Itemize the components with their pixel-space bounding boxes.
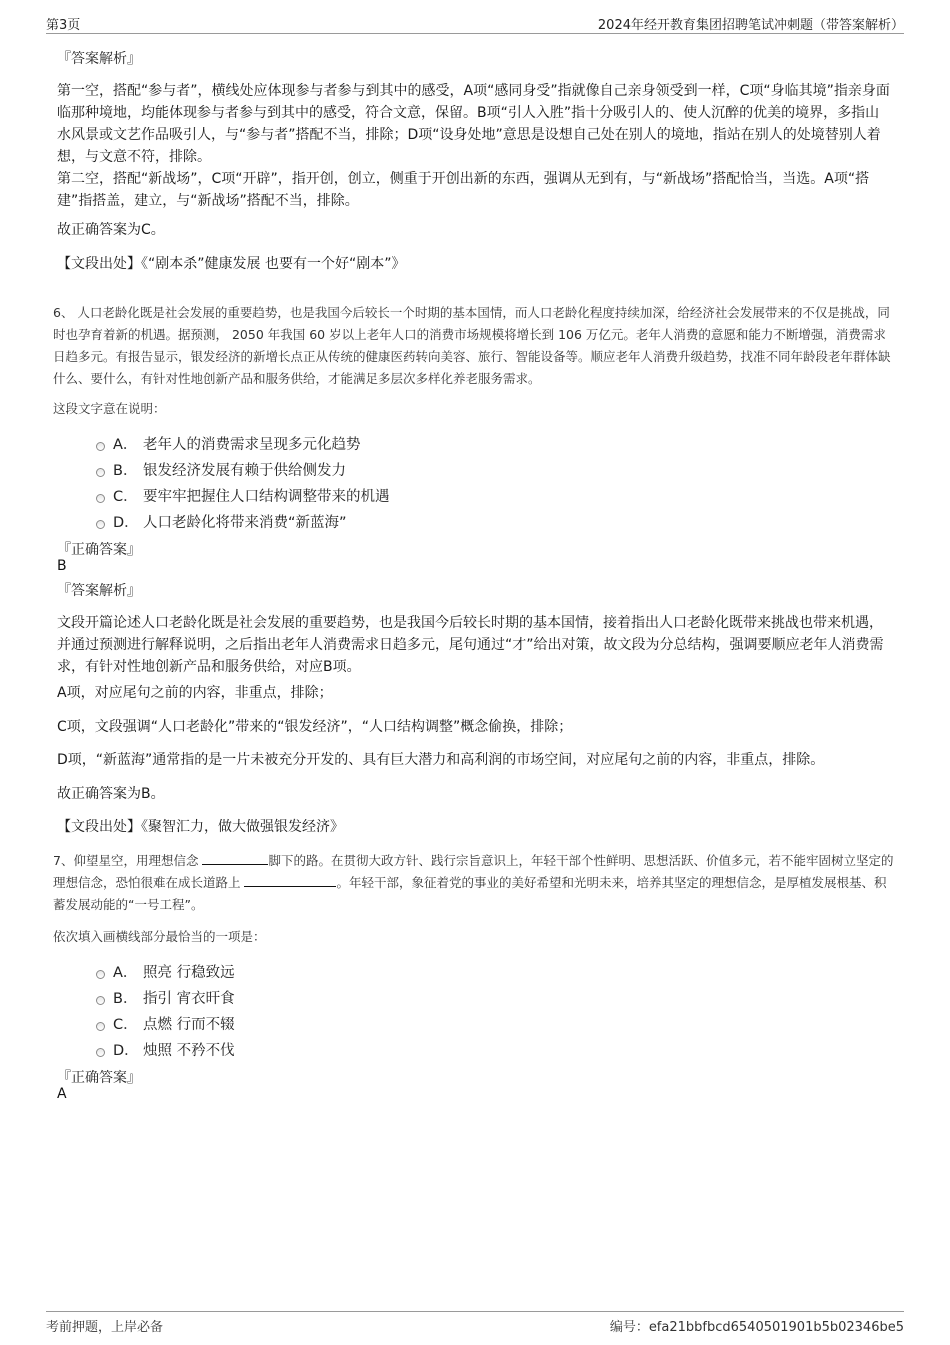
option-a[interactable]: A． 老年人的消费需求呈现多元化趋势 [96,430,390,456]
option-d[interactable]: D． 人口老龄化将带来消费“新蓝海” [96,508,390,534]
radio-icon[interactable] [96,970,105,979]
option-b[interactable]: B． 银发经济发展有赖于供给侧发力 [96,456,390,482]
source-citation: 【文段出处】《聚智汇力，做大做强银发经济》 [57,819,344,835]
correct-answer-value: A [57,1086,67,1102]
radio-icon[interactable] [96,494,105,503]
document-title: 2024年经开教育集团招聘笔试冲刺题（带答案解析） [597,18,904,33]
radio-icon[interactable] [96,1048,105,1057]
question-stem: 7、仰望星空，用理想信念 脚下的路。在贯彻大政方针、践行宗旨意识上，年轻干部个性鲜明、思想活跃、价值多元，若不能牢固树立坚定的理想信念，恐怕很难在成长道路上 。年轻干部，象征着党的事业的美好希望和光明未来，培养其坚定的理想信念，是厚植发展根基、积蓄发展动能的“一号工程”。 [53,853,894,912]
radio-icon[interactable] [96,1022,105,1031]
option-c[interactable]: C． 点燃 行而不辍 [96,1010,235,1036]
conclusion: 故正确答案为C。 [57,222,165,238]
option-c[interactable]: C． 要牢牢把握住人口结构调整带来的机遇 [96,482,390,508]
page-header [46,14,904,34]
question-prompt: 这段文字意在说明： [53,401,166,416]
radio-icon[interactable] [96,996,105,1005]
analysis-label: 『答案解析』 [57,583,141,599]
option-list [96,958,235,1062]
source-citation: 【文段出处】《“剧本杀”健康发展 也要有一个好“剧本”》 [57,256,406,272]
analysis-paragraph: 文段开篇论述人口老龄化既是社会发展的重要趋势，也是我国今后较长时期的基本国情，接着指出人口老龄化既带来挑战也带来机遇，并通过预测进行解释说明，之后指出老年人消费需求日趋多元，尾句通过“才”给出对策，故文段为分总结构，强调要顺应老年人消费需求，有针对性地创新产品和服务供给，对应B项。 [57,615,884,675]
correct-answer-label: 『正确答案』 [57,1070,141,1086]
page-footer [46,1311,904,1335]
footer-slogan: 考前押题，上岸必备 [46,1320,164,1335]
analysis-paragraph: C项，文段强调“人口老龄化”带来的“银发经济”，“人口结构调整”概念偷换，排除； [57,719,573,735]
analysis-paragraph: A项，对应尾句之前的内容，非重点，排除； [57,685,333,701]
analysis-paragraph: D项，“新蓝海”通常指的是一片未被充分开发的、具有巨大潜力和高利润的市场空间，对应尾句之前的内容，非重点，排除。 [57,752,825,768]
option-b[interactable]: B． 指引 宵衣旰食 [96,984,235,1010]
option-a[interactable]: A． 照亮 行稳致远 [96,958,235,984]
radio-icon[interactable] [96,468,105,477]
fill-blank-1 [202,852,268,865]
analysis-paragraph: 第二空，搭配“新战场”，C项“开辟”，指开创，创立，侧重于开创出新的东西，强调从无到有，与“新战场”搭配恰当，当选。A项“搭建”指搭盖，建立，与“新战场”搭配不当，排除。 [57,171,870,209]
question-prompt: 依次填入画横线部分最恰当的一项是： [53,929,266,944]
option-d[interactable]: D． 烛照 不矜不伐 [96,1036,235,1062]
fill-blank-2 [244,874,336,887]
question-stem: 6、 人口老龄化既是社会发展的重要趋势，也是我国今后较长一个时期的基本国情，而人口老龄化程度持续加深，给经济社会发展带来的不仅是挑战，同时也孕育着新的机遇。据预测， 2050 年我国 60 岁以上老年人口的消费市场规模将增长到 106 万亿元。老年人消费的意愿和能力不断增强，消费需求日趋多元。有报告显示，银发经济的新增长点正从传统的健康医药转向美容、旅行、智能设备等。顺应老年人消费升级趋势，找准不同年龄段老年群体缺什么、要什么，有针对性地创新产品和服务供给，才能满足多层次多样化养老服务需求。 [53,305,891,386]
analysis-paragraph: 第一空，搭配“参与者”，横线处应体现参与者参与到其中的感受，A项“感同身受”指就像自己亲身领受到一样，C项“身临其境”指亲身面临那种境地，均能体现参与者参与到其中的感受，符合文意，保留。B项“引人入胜”指十分吸引人的、使人沉醉的优美的境界，多指山水风景或文艺作品吸引人，与“参与者”搭配不当，排除；D项“设身处地”意思是设想自己处在别人的境地，指站在别人的处境替别人着想，与文意不符，排除。 [57,83,890,165]
document-serial: 编号：efa21bbfbcd6540501901b5b02346be5 [609,1320,904,1335]
correct-answer-label: 『正确答案』 [57,542,141,558]
radio-icon[interactable] [96,520,105,529]
page-number: 第3页 [46,18,81,33]
correct-answer-value: B [57,558,67,574]
option-list [96,430,390,534]
conclusion: 故正确答案为B。 [57,786,165,802]
analysis-label: 『答案解析』 [57,51,141,67]
radio-icon[interactable] [96,442,105,451]
